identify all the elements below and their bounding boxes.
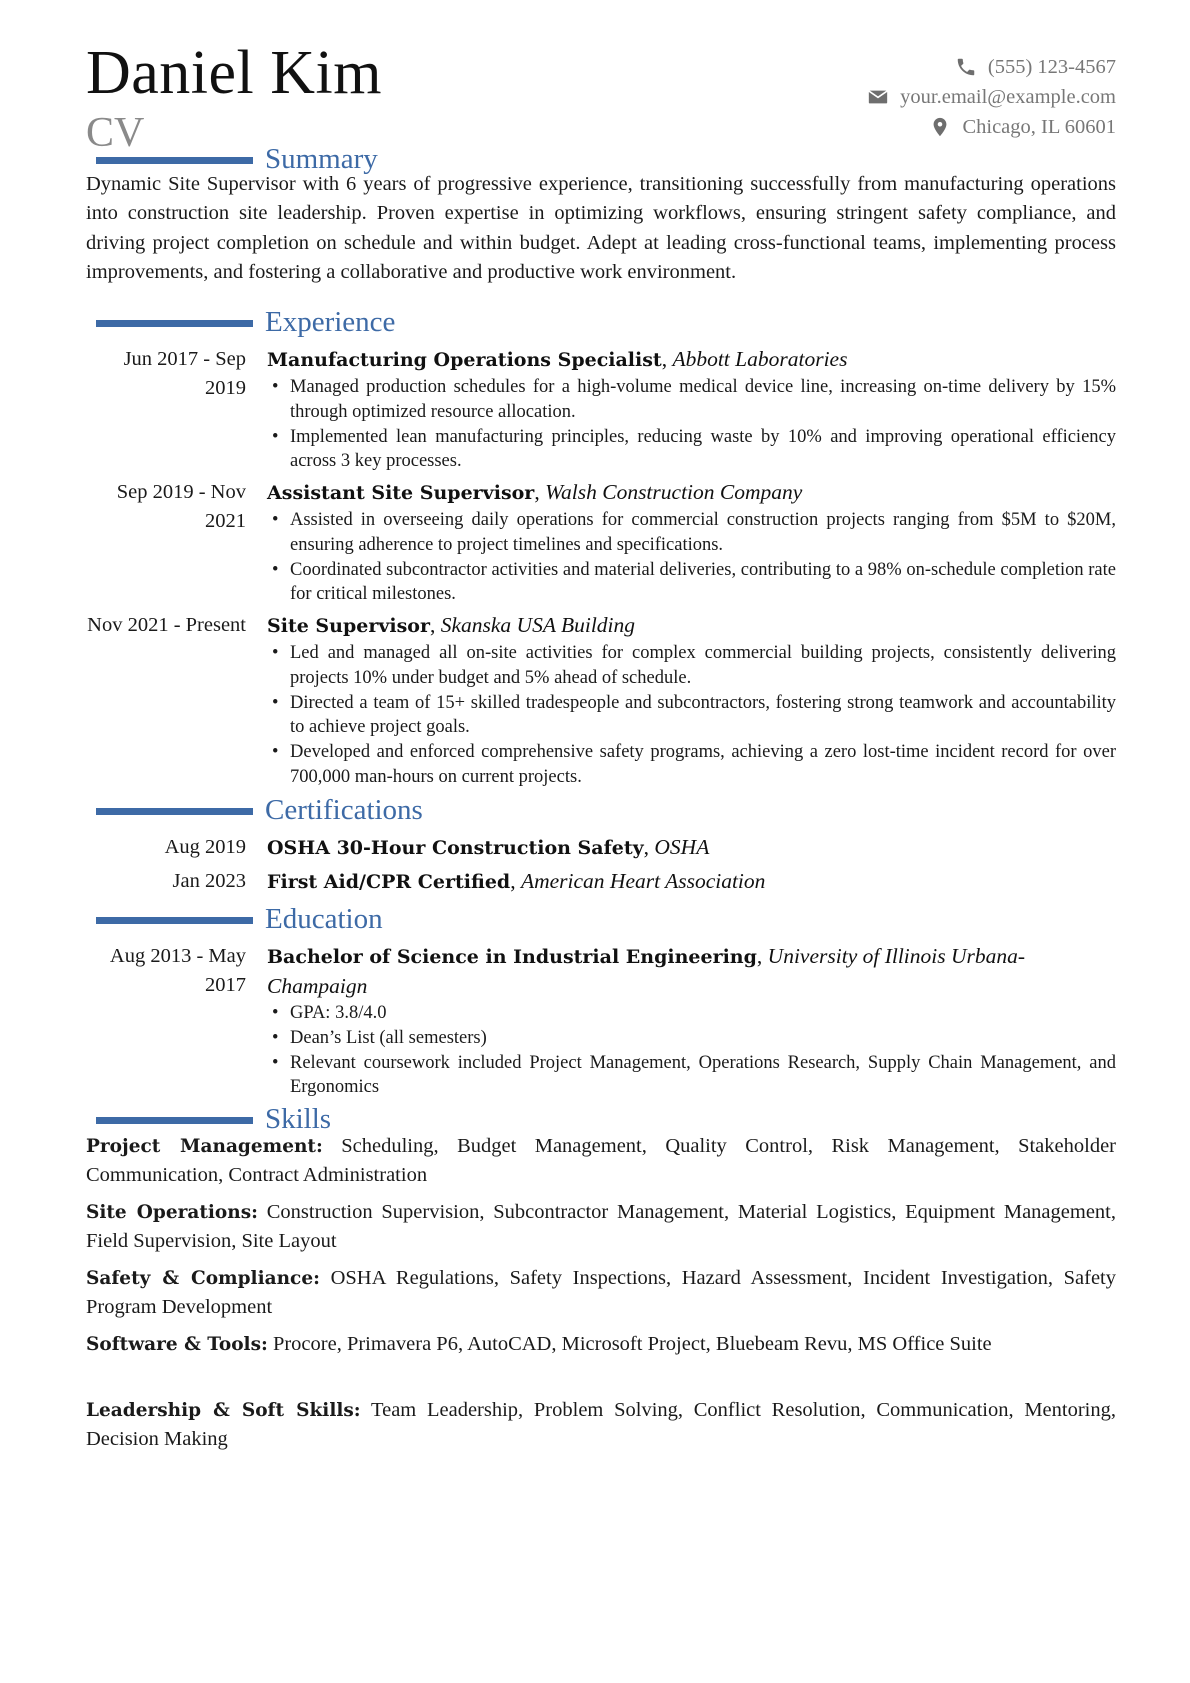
- document-subtitle: CV: [86, 110, 145, 156]
- skill-list: Construction Supervision, Subcontractor Management, Material Logistics, Equipment Management, Field Supervision, Site Layout: [86, 1201, 1116, 1252]
- skill-list: Team Leadership, Problem Solving, Conflict Resolution, Communication, Mentoring, Decision Making: [86, 1399, 1117, 1450]
- entry-date: Sep 2019 - Nov 2021: [116, 481, 246, 532]
- entry-org: Walsh Construction Company: [545, 480, 803, 504]
- entry-headline: Bachelor of Science in Industrial Engineering, University of Illinois Urbana-Champaign: [267, 944, 1026, 998]
- map-marker-icon: [928, 116, 952, 138]
- entry-headline: Manufacturing Operations Specialist, Abbott Laboratories: [267, 347, 848, 371]
- skill-list: Procore, Primavera P6, AutoCAD, Microsoft Project, Bluebeam Revu, MS Office Suite: [272, 1333, 992, 1355]
- contact-location: Chicago, IL 60601: [962, 115, 1116, 138]
- section-rule: [96, 808, 253, 815]
- education-degree: Bachelor of Science in Industrial Engineering: [267, 946, 757, 968]
- section-rule: [96, 157, 253, 164]
- bullet-item: • Implemented lean manufacturing principles, reducing waste by 10% and improving operational efficiency across 3 key processes.: [267, 425, 1116, 475]
- skill-group: [86, 1264, 1116, 1321]
- skill-group: [86, 1396, 1116, 1453]
- entry-role: Assistant Site Supervisor: [267, 482, 535, 504]
- bullet-item: • Managed production schedules for a high-volume medical device line, increasing on-time delivery by 15% through optimized resource allocation.: [267, 375, 1116, 425]
- section-skills-heading: [96, 1104, 331, 1134]
- skill-group: [86, 1132, 1116, 1189]
- skill-list: OSHA Regulations, Safety Inspections, Hazard Assessment, Incident Investigation, Safety Program Development: [86, 1267, 1116, 1318]
- bullet-item: • Directed a team of 15+ skilled tradespeople and subcontractors, fostering strong teamwork and accountability to achieve project goals.: [267, 691, 1116, 741]
- entry-bullets: [267, 375, 1116, 474]
- entry-headline: First Aid/CPR Certified, American Heart Association: [267, 869, 766, 893]
- entry-role: Site Supervisor: [267, 615, 430, 637]
- section-rule: [96, 320, 253, 327]
- certification-name: First Aid/CPR Certified: [267, 871, 511, 893]
- entry-date: Nov 2021 - Present: [87, 614, 246, 636]
- contact-phone[interactable]: (555) 123-4567: [987, 55, 1116, 78]
- phone-icon: [954, 56, 978, 78]
- section-rule: [96, 917, 253, 924]
- entry-date: Jun 2017 - Sep 2019: [123, 348, 246, 399]
- certification-issuer: OSHA: [654, 835, 710, 859]
- bullet-item: • Developed and enforced comprehensive safety programs, achieving a zero lost-time incident record for over 700,000 man-hours on current projects.: [267, 740, 1116, 790]
- contact-block: [866, 52, 1116, 142]
- section-certifications-heading: [96, 795, 423, 825]
- section-title: Summary: [265, 142, 378, 175]
- section-title: Education: [265, 902, 383, 935]
- entry-role: Manufacturing Operations Specialist: [267, 349, 662, 371]
- contact-email-row: [866, 82, 1116, 112]
- skill-category: Leadership & Soft Skills:: [86, 1400, 361, 1421]
- entry-headline: Site Supervisor, Skanska USA Building: [267, 613, 636, 637]
- contact-email[interactable]: your.email@example.com: [900, 85, 1116, 108]
- skill-category: Software & Tools:: [86, 1334, 268, 1355]
- entry-headline: OSHA 30-Hour Construction Safety, OSHA: [267, 835, 710, 859]
- contact-phone-row: [866, 52, 1116, 82]
- candidate-name: Daniel Kim: [86, 39, 382, 107]
- skill-list: Scheduling, Budget Management, Quality Control, Risk Management, Stakeholder Communication, Contract Administration: [86, 1135, 1116, 1186]
- skill-group: [86, 1198, 1116, 1255]
- skill-category: Site Operations:: [86, 1202, 258, 1223]
- summary-text: Dynamic Site Supervisor with 6 years of progressive experience, transitioning successfully from manufacturing operations into construction site leadership. Proven expertise in optimizing workflows, ensuring stringent safety compliance, and driving project completion on schedule and within budget. Adept at leading cross-functional teams, implementing process improvements, and fostering a collaborative and productive work environment.: [86, 173, 1116, 284]
- section-experience-heading: [96, 307, 395, 337]
- certification-issuer: American Heart Association: [520, 869, 766, 893]
- skill-category: Project Management:: [86, 1136, 323, 1157]
- education-school: University of Illinois Urbana-Champaign: [267, 944, 1026, 998]
- section-title: Skills: [265, 1102, 332, 1135]
- skill-group: [86, 1330, 1116, 1359]
- entry-bullets: [267, 508, 1116, 607]
- entry-org: Skanska USA Building: [440, 613, 636, 637]
- section-title: Certifications: [265, 793, 423, 826]
- bullet-item: • Led and managed all on-site activities for complex commercial building projects, consistently delivering projects 10% under budget and 5% ahead of schedule.: [267, 641, 1116, 691]
- entry-org: Abbott Laboratories: [672, 347, 848, 371]
- entry-date: Aug 2019: [164, 836, 246, 858]
- resume-page: [86, 0, 1116, 1683]
- entry-date: Aug 2013 - May 2017: [109, 945, 246, 996]
- entry-headline: Assistant Site Supervisor, Walsh Construction Company: [267, 480, 803, 504]
- section-education-heading: [96, 904, 383, 934]
- envelope-icon: [866, 86, 890, 108]
- entry-bullets: [267, 641, 1116, 790]
- bullet-item: • Dean’s List (all semesters): [267, 1026, 1116, 1051]
- contact-location-row: [866, 112, 1116, 142]
- entry-bullets: [267, 1001, 1116, 1100]
- section-title: Experience: [265, 305, 396, 338]
- bullet-item: • Coordinated subcontractor activities and material deliveries, contributing to a 98% on-schedule completion rate for critical milestones.: [267, 558, 1116, 608]
- bullet-item: • Assisted in overseeing daily operations for commercial construction projects ranging from $5M to $20M, ensuring adherence to project timelines and specifications.: [267, 508, 1116, 558]
- entry-date: Jan 2023: [172, 870, 246, 892]
- bullet-item: • GPA: 3.8/4.0: [267, 1001, 1116, 1026]
- section-rule: [96, 1117, 253, 1124]
- certification-name: OSHA 30-Hour Construction Safety: [267, 837, 644, 859]
- bullet-item: • Relevant coursework included Project Management, Operations Research, Supply Chain Management, and Ergonomics: [267, 1051, 1116, 1101]
- skill-category: Safety & Compliance:: [86, 1268, 320, 1289]
